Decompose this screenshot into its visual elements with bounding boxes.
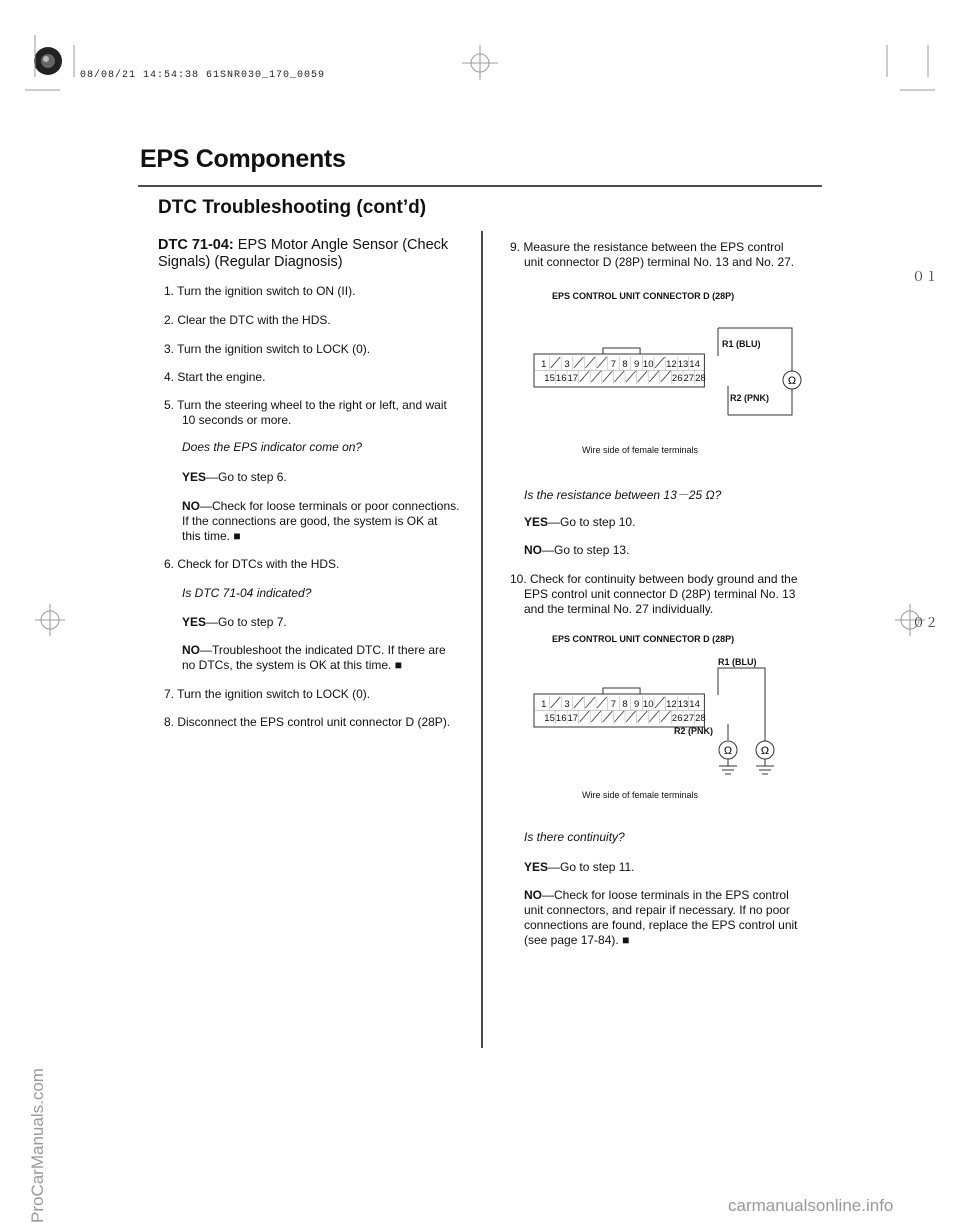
- step-1: 1. Turn the ignition switch to ON (II).: [164, 284, 356, 298]
- pin-label: 13: [677, 359, 689, 370]
- diagram-1-caption: Wire side of female terminals: [582, 445, 699, 455]
- no-1-line3: this time. ■: [182, 529, 241, 543]
- empty-cavity: [591, 371, 601, 382]
- pin-label: 28: [695, 713, 706, 724]
- pin-label: 7: [610, 359, 617, 370]
- empty-cavity: [655, 357, 665, 368]
- svg-text:Ω: Ω: [760, 745, 770, 757]
- step-4: 4. Start the engine.: [164, 370, 266, 384]
- empty-cavity: [603, 711, 613, 722]
- pin-label: 10: [642, 359, 654, 370]
- question-1: Does the EPS indicator come on?: [182, 440, 363, 454]
- pin-label: 8: [622, 359, 628, 370]
- pin-label: 14: [689, 359, 700, 370]
- empty-cavity: [551, 357, 561, 368]
- pin-label: 17: [567, 713, 579, 724]
- pin-label: 3: [564, 359, 570, 370]
- pin-label: 9: [633, 699, 640, 710]
- no-1-line2: If the connections are good, the system is OK at: [182, 514, 438, 528]
- question-3: Is the resistance between 13－25 Ω?: [524, 488, 722, 502]
- empty-cavity: [551, 697, 561, 708]
- no-2: NO—Troubleshoot the indicated DTC. If there are: [182, 643, 446, 657]
- pin-label: 26: [671, 713, 683, 724]
- empty-cavity: [597, 697, 607, 708]
- step-9-line1: 9. Measure the resistance between the EPS control: [510, 240, 784, 254]
- empty-cavity: [597, 357, 607, 368]
- dtc-code: DTC 71-04:: [158, 237, 234, 253]
- empty-cavity: [638, 711, 648, 722]
- dtc-desc-line1: EPS Motor Angle Sensor (Check: [237, 237, 449, 253]
- pin-label: 26: [671, 373, 683, 384]
- connector-latch: [603, 348, 640, 354]
- step-8: 8. Disconnect the EPS control unit connector D (28P).: [164, 715, 451, 729]
- empty-cavity: [574, 697, 584, 708]
- svg-text:Ω: Ω: [787, 375, 797, 387]
- pin-label: 8: [622, 699, 628, 710]
- yes-4: YES—Go to step 11.: [524, 860, 635, 874]
- step-6: 6. Check for DTCs with the HDS.: [164, 557, 340, 571]
- question-4: Is there continuity?: [524, 830, 625, 844]
- end-mark-icon: ■: [233, 529, 241, 543]
- diagram-1-r2: R2 (PNK): [730, 393, 770, 403]
- pin-label: 12: [666, 359, 677, 370]
- diagram-1-r1: R1 (BLU): [722, 339, 761, 349]
- connector-face: [534, 348, 706, 387]
- section-subtitle: DTC Troubleshooting (cont’d): [158, 197, 427, 218]
- no-3: NO—Go to step 13.: [524, 543, 630, 557]
- footer-site: carmanualsonline.info: [728, 1196, 894, 1215]
- dtc-heading: [158, 237, 448, 271]
- empty-cavity: [580, 371, 590, 382]
- no-4-line3: connections are found, replace the EPS control unit: [524, 918, 798, 932]
- side-watermark: ProCarManuals.com: [28, 1068, 47, 1223]
- diagram-2-caption: Wire side of female terminals: [582, 790, 699, 800]
- pin-label: 7: [610, 699, 617, 710]
- empty-cavity: [655, 697, 665, 708]
- question-2: Is DTC 71-04 indicated?: [182, 586, 312, 600]
- yes-3: YES—Go to step 10.: [524, 515, 636, 529]
- end-mark-icon: ■: [394, 658, 402, 672]
- pin-label: 10: [642, 699, 654, 710]
- no-4-line2: unit connectors, and repair if necessary. If no poor: [524, 903, 790, 917]
- diagram-2-r1: R1 (BLU): [718, 657, 757, 667]
- pin-label: 27: [683, 373, 695, 384]
- pin-label: 16: [555, 373, 567, 384]
- empty-cavity: [661, 711, 671, 722]
- pin-label: 15: [544, 373, 555, 384]
- empty-cavity: [614, 371, 624, 382]
- diagram-2-title: EPS CONTROL UNIT CONNECTOR D (28P): [552, 634, 735, 644]
- no-2-line2: no DTCs, the system is OK at this time. ■: [182, 658, 402, 672]
- diagram-1-title: EPS CONTROL UNIT CONNECTOR D (28P): [552, 291, 735, 301]
- step-5-line1: 5. Turn the steering wheel to the right or left, and wait: [164, 398, 447, 412]
- connector-face: [534, 688, 706, 727]
- pin-label: 1: [541, 699, 547, 710]
- empty-cavity: [603, 371, 613, 382]
- pin-label: 16: [555, 713, 567, 724]
- step-10-line3: and the terminal No. 27 individually.: [524, 602, 714, 616]
- end-mark-icon: ■: [622, 933, 630, 947]
- empty-cavity: [580, 711, 590, 722]
- step-3: 3. Turn the ignition switch to LOCK (0).: [164, 342, 371, 356]
- diagram-2-r2: R2 (PNK): [674, 726, 714, 736]
- pin-label: 3: [564, 699, 570, 710]
- step-9-line2: unit connector D (28P) terminal No. 13 and No. 27.: [524, 255, 795, 269]
- yes-1: YES—Go to step 6.: [182, 470, 287, 484]
- yes-2: YES—Go to step 7.: [182, 615, 287, 629]
- page-title: EPS Components: [140, 145, 346, 173]
- empty-cavity: [626, 711, 636, 722]
- diagram-2-connector: [520, 660, 820, 780]
- empty-cavity: [614, 711, 624, 722]
- no-4: NO—Check for loose terminals in the EPS control: [524, 888, 789, 902]
- pin-label: 9: [633, 359, 640, 370]
- no-4-line4: (see page 17-84). ■: [524, 933, 630, 947]
- empty-cavity: [626, 371, 636, 382]
- empty-cavity: [574, 357, 584, 368]
- empty-cavity: [638, 371, 648, 382]
- diagram-1-connector: [520, 320, 820, 420]
- step-10-line2: EPS control unit connector D (28P) terminal No. 13: [524, 587, 796, 601]
- pin-label: 27: [683, 713, 695, 724]
- empty-cavity: [649, 371, 659, 382]
- pin-label: 14: [689, 699, 700, 710]
- empty-cavity: [661, 371, 671, 382]
- registration-stamp: 08/08/21 14:54:38 61SNR030_170_0059: [80, 70, 326, 81]
- step-10-line1: 10. Check for continuity between body ground and the: [510, 572, 798, 586]
- side-mark-02: ０２: [912, 615, 939, 630]
- pin-label: 13: [677, 699, 689, 710]
- step-7: 7. Turn the ignition switch to LOCK (0).: [164, 687, 371, 701]
- dtc-desc-line2: Signals) (Regular Diagnosis): [158, 254, 343, 270]
- empty-cavity: [585, 697, 595, 708]
- no-1: NO—Check for loose terminals or poor connections.: [182, 499, 460, 513]
- pin-label: 1: [541, 359, 547, 370]
- pin-label: 15: [544, 713, 555, 724]
- connector-latch: [603, 688, 640, 694]
- svg-text:Ω: Ω: [723, 745, 733, 757]
- pin-label: 12: [666, 699, 677, 710]
- pin-label: 28: [695, 373, 706, 384]
- empty-cavity: [585, 357, 595, 368]
- pin-label: 17: [567, 373, 579, 384]
- side-mark-01: ０１: [912, 269, 939, 284]
- step-5-line2: 10 seconds or more.: [182, 413, 292, 427]
- step-2: 2. Clear the DTC with the HDS.: [164, 313, 331, 327]
- empty-cavity: [649, 711, 659, 722]
- empty-cavity: [591, 711, 601, 722]
